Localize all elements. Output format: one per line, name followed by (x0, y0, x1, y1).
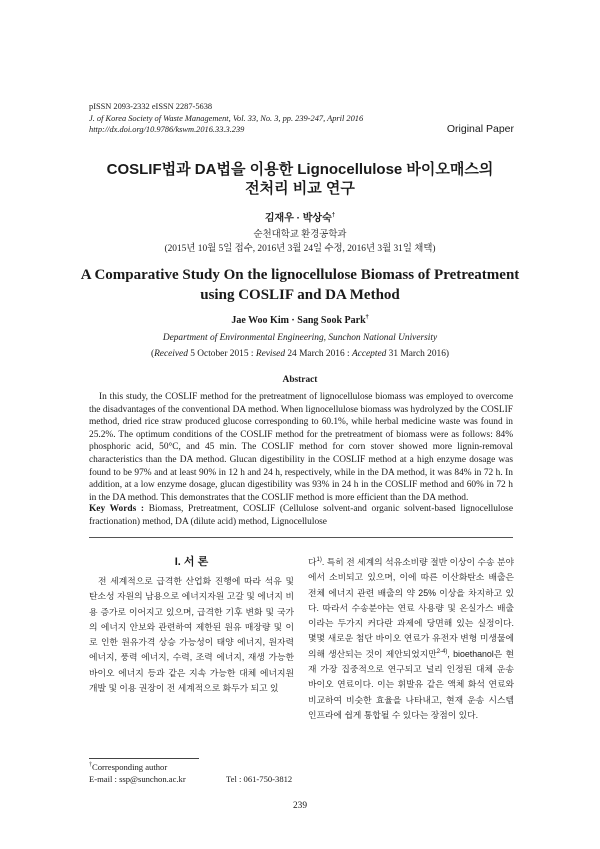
section-heading-introduction: I. 서 론 (174, 556, 209, 568)
korean-title-line2: 전처리 비교 연구 (245, 180, 355, 197)
english-author-names: Jae Woo Kim · Sang Sook Park (231, 315, 366, 326)
english-title-line1: A Comparative Study On the lignocellulose Biomass of Pretreatment (80, 267, 520, 283)
abstract-text: In this study, the COSLIF method for the pretreatment of lignocellulose biomass was employed to overcome the disadvantages of the conventional DA method. When lignocellulose biomass was hydrolyzed by the COSLIF method, dried rice straw produced glucose corresponding to 60.1%, while herbal medicine waste was found in 25.2%. The optimum conditions of the COSLIF method for the pretreatment of biomass were as follows: 84% phosphoric acid, 50°C, and 45 min. The COSLIF method for corn stover showed more lignin-removal characteristics than the DA method. Glucan digestibility in the COSLIF method at a high enzyme dosage was found to be 97% and at least 90% in 12 h and 24 h, respectively, while in the DA method, it was 84% in 72 h. In addition, at a low enzyme dosage, glucan digestibility was 93% in 24 h in the COSLIF method and 60% in 72 h in the DA method. This demonstrates that the COSLIF method is more efficient than the DA method. (89, 392, 513, 503)
keywords-label: Key Words : (89, 504, 149, 514)
footnote-email: E-mail : ssp@sunchon.ac.kr (89, 773, 186, 784)
body-column-left: 전 세계적으로 급격한 산업화 진행에 따라 석유 및 탄소성 자원의 남용으로 에너지자원 고갈 및 에너지 비용 증가로 이어지고 있으며, 급격한 기후 변화 및 국가의 에너지 안보와 관련하여 제한된 원유 매장량 및 이로 인한 원유가격 상승 가능성이 태양 에너지, 원자력 에너지, 풍력 에너지, 수력, 조력 에너지, 재생 가능한 바이오 에너지 등과 같은 지속 가능한 대체 에너지원 개발 및 이용 권장이 전 세계적으로 화두가 되고 있 (89, 576, 294, 694)
keywords (89, 503, 513, 528)
footnote-divider (89, 758, 199, 759)
reference-2-4: 2-4) (436, 648, 448, 655)
journal-citation: J. of Korea Society of Waste Management, Vol. 33, No. 3, pp. 239-247, April 2016 (89, 113, 364, 123)
korean-author-names: 김재우 · 박상숙 (264, 213, 332, 224)
body-column-right: 다$^{1)}$. 특히 전 세계의 석유소비량 절반 이상이 수송 분야에서 소비되고 있으며, 이에 따른 이산화탄소 배출은 전체 에너지 관련 배출의 약 25% 이상을 차지하고 있다. 따라서 수송분야는 연료 사용량 및 온실가스 배출이라는 두가지 커다란 과제에 당면해 있는 실정이다. 몇몇 새로운 첨단 바이오 연료가 유전자 변형 미생물에 의해 생산되는 것이 제안되었지만$^{2-4)}$, bioethanol은 현재 가장 집중적으로 연구되고 널리 인정된 대체 운송 바이오 연료이다. 이는 휘발유 같은 액체 화석 연료와 비교하여 비슷한 효율을 나타내고, 현재 운송 시스템 인프라에 쉽게 통합될 수 있다는 장점이 있다. (308, 557, 514, 720)
korean-title (0, 160, 600, 198)
korean-affiliation: 순천대학교 환경공학과 (253, 230, 347, 240)
korean-title-line1: COSLIF법과 DA법을 이용한 Lignocellulose 바이오매스의 (106, 161, 494, 178)
issn: pISSN 2093-2332 eISSN 2287-5638 (89, 102, 213, 111)
page-number: 239 (292, 801, 308, 811)
english-authors (0, 315, 600, 326)
reference-1: 1) (316, 557, 322, 564)
english-title-line2: using COSLIF and DA Method (200, 287, 400, 303)
journal-header (89, 101, 449, 136)
korean-dates: (2015년 10월 5일 접수, 2016년 3월 24일 수정, 2016년 3월 31일 채택) (164, 244, 436, 254)
doi-link[interactable]: http://dx.doi.org/10.9786/kswm.2016.33.3.239 (89, 125, 245, 135)
section-divider (89, 537, 513, 538)
footnote (89, 762, 293, 785)
english-title (0, 265, 600, 305)
korean-authors (0, 209, 600, 224)
keywords-text: Biomass, Pretreatment, COSLIF (Cellulose solvent-and organic solvent-based lignocellulose fractionation) method, DA (dilute acid) method, Lignocellulose (89, 504, 513, 527)
paper-type-label: Original Paper (446, 123, 514, 135)
corresponding-author-mark: † (331, 212, 336, 219)
footnote-tel: Tel : 061-750-3812 (226, 773, 293, 784)
english-affiliation: Department of Environmental Engineering, Sunchon National University (162, 333, 438, 343)
corresponding-author-mark-en: † (365, 314, 369, 321)
abstract-heading: Abstract (282, 375, 318, 385)
english-dates: (Received 5 October 2015 : Revised 24 March 2016 : Accepted 31 March 2016) (150, 349, 450, 359)
footnote-author-line: †Corresponding author (89, 762, 168, 772)
